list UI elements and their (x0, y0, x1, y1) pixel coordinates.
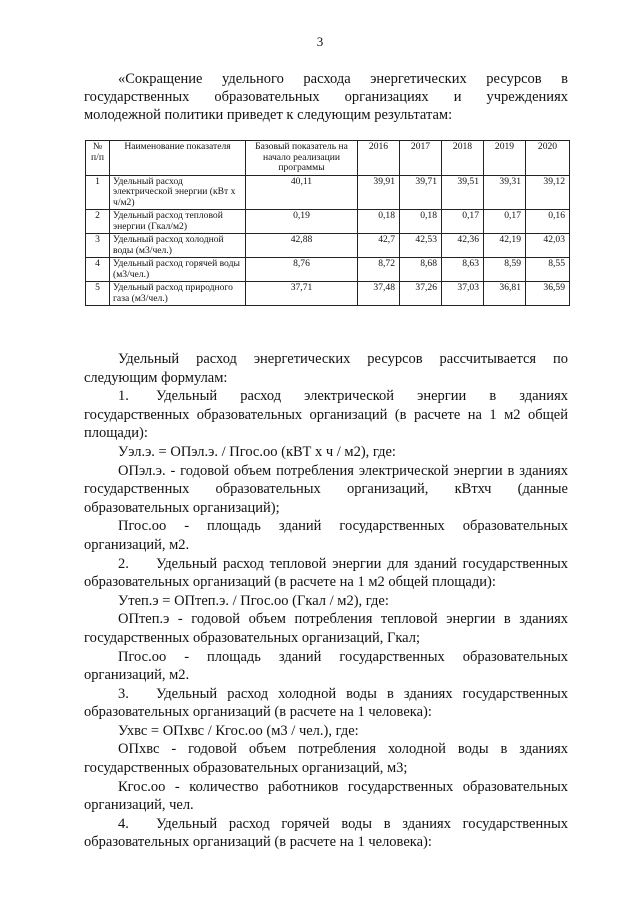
row-value: 42,53 (400, 234, 442, 258)
table-row (86, 258, 570, 282)
row-value: 37,48 (358, 282, 400, 306)
row-base: 37,71 (246, 282, 358, 306)
row-value: 42,36 (442, 234, 484, 258)
intro-line-1: «Сокращение удельного расхода энергетических ресурсов в (118, 71, 568, 87)
row-num: 4 (86, 258, 110, 282)
row-value: 39,12 (526, 175, 570, 210)
row-value: 39,91 (358, 175, 400, 210)
row-value: 0,18 (358, 210, 400, 234)
page-number: 3 (316, 34, 324, 49)
row-base: 0,19 (246, 210, 358, 234)
row-value: 8,68 (400, 258, 442, 282)
paragraph: Удельный расход энергетических ресурсов рассчитывается по следующим формулам: (84, 351, 568, 386)
item-text: Удельный расход горячей воды в зданиях государственных образовательных организаций (в расчете на 1 человека): (84, 815, 568, 851)
row-value: 0,18 (400, 210, 442, 234)
row-num: 5 (86, 282, 110, 306)
item-number: 3. (118, 685, 129, 702)
row-value: 36,59 (526, 282, 570, 306)
row-value: 37,03 (442, 282, 484, 306)
definition: Пгос.оо - площадь зданий государственных образовательных организаций, м2. (84, 648, 568, 684)
list-item (84, 815, 568, 852)
table-row (86, 282, 570, 306)
formula: Ухвс = ОПхвс / Кгос.оо (м3 / чел.), где: (118, 722, 359, 739)
item-number: 1. (118, 388, 129, 405)
row-value: 8,59 (484, 258, 526, 282)
row-num: 2 (86, 210, 110, 234)
row-base: 40,11 (246, 175, 358, 210)
row-num: 3 (86, 234, 110, 258)
row-value: 0,17 (484, 210, 526, 234)
formulas-section (84, 350, 568, 852)
row-value: 39,31 (484, 175, 526, 210)
list-item (84, 685, 568, 722)
header-num: № п/п (86, 141, 110, 176)
row-name: Удельный расход горячей воды (м3/чел.) (110, 258, 246, 282)
item-number: 2. (118, 555, 129, 572)
row-base: 42,88 (246, 234, 358, 258)
header-base: Базовый показатель на начало реализации программы (246, 141, 358, 176)
row-num: 1 (86, 175, 110, 210)
definition: Пгос.оо - площадь зданий государственных образовательных организаций, м2. (84, 518, 568, 553)
definition: ОПтеп.э - годовой объем потребления тепловой энергии в зданиях государственных образовательных организаций, Гкал; (84, 611, 568, 646)
header-2017: 2017 (400, 141, 442, 176)
row-value: 39,71 (400, 175, 442, 210)
row-name: Удельный расход тепловой энергии (Гкал/м2) (110, 210, 246, 234)
table-row (86, 175, 570, 210)
formula: Утеп.э = ОПтеп.э. / Пгос.оо (Гкал / м2), где: (118, 592, 389, 609)
row-value: 42,19 (484, 234, 526, 258)
header-2016: 2016 (358, 141, 400, 176)
definition: ОПхвс - годовой объем потребления холодной воды в зданиях государственных образовательных организаций, м3; (84, 741, 568, 777)
table-header-row (86, 141, 570, 176)
definition: Кгос.оо - количество работников государственных образовательных организаций, чел. (84, 778, 568, 814)
definition: ОПэл.э. - годовой объем потребления электрической энергии в зданиях государственных образовательных организаций, кВтхч (данные образовательных организаций); (84, 462, 568, 516)
item-text: Удельный расход тепловой энергии для зданий государственных образовательных организаций (в расчете на 1 м2 общей площади): (84, 555, 568, 591)
row-value: 36,81 (484, 282, 526, 306)
row-value: 42,7 (358, 234, 400, 258)
row-value: 0,17 (442, 210, 484, 234)
formula: Уэл.э. = ОПэл.э. / Пгос.оо (кВТ х ч / м2), где: (118, 443, 396, 460)
header-2019: 2019 (484, 141, 526, 176)
item-text: Удельный расход холодной воды в зданиях государственных образовательных организаций (в расчете на 1 человека): (84, 685, 568, 721)
row-value: 37,26 (400, 282, 442, 306)
row-value: 39,51 (442, 175, 484, 210)
item-number: 4. (118, 815, 129, 832)
row-base: 8,76 (246, 258, 358, 282)
row-value: 42,03 (526, 234, 570, 258)
row-name: Удельный расход природного газа (м3/чел.) (110, 282, 246, 306)
list-item (84, 555, 568, 592)
row-name: Удельный расход электрической энергии (кВт х ч/м2) (110, 175, 246, 210)
row-name: Удельный расход холодной воды (м3/чел.) (110, 234, 246, 258)
header-name: Наименование показателя (110, 141, 246, 176)
header-2018: 2018 (442, 141, 484, 176)
row-value: 8,63 (442, 258, 484, 282)
row-value: 0,16 (526, 210, 570, 234)
row-value: 8,55 (526, 258, 570, 282)
table-row (86, 234, 570, 258)
intro-paragraph (84, 70, 568, 124)
intro-line-2: государственных образовательных организациях и учреждениях (84, 89, 568, 105)
table-row (86, 210, 570, 234)
header-2020: 2020 (526, 141, 570, 176)
list-item (84, 387, 568, 443)
intro-line-3: молодежной политики приведет к следующим результатам: (84, 107, 453, 123)
results-table (85, 140, 570, 306)
row-value: 8,72 (358, 258, 400, 282)
item-text: Удельный расход электрической энергии в зданиях государственных образовательных организаций (в расчете на 1 м2 общей площади): (84, 388, 568, 442)
